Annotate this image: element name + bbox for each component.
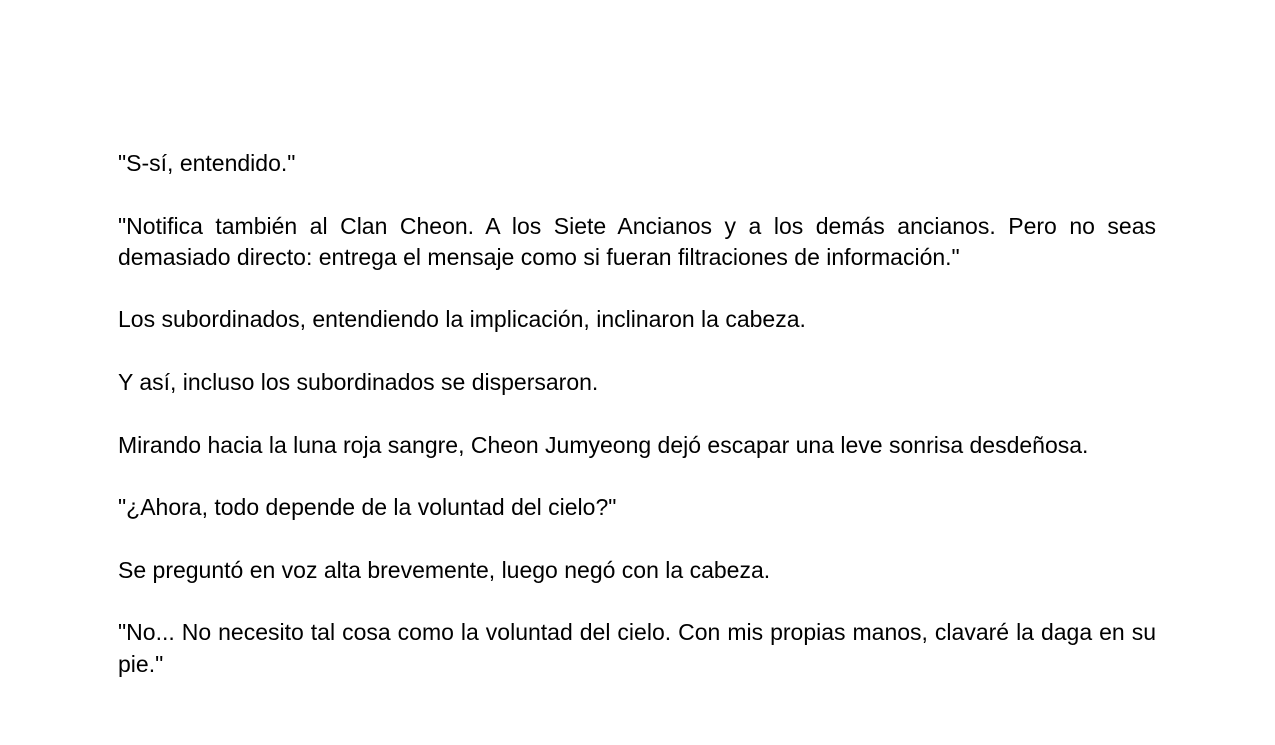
paragraph-7: Se preguntó en voz alta brevemente, luego negó con la cabeza. xyxy=(118,556,771,583)
paragraph-6: "¿Ahora, todo depende de la voluntad del cielo?" xyxy=(118,494,617,521)
document-body xyxy=(118,148,1156,711)
paragraph-8: "No... No necesito tal cosa como la voluntad del cielo. Con mis propias manos, clavaré la daga en su pie." xyxy=(118,619,1156,677)
paragraph-3: Los subordinados, entendiendo la implicación, inclinaron la cabeza. xyxy=(118,306,806,333)
paragraph-1: "S-sí, entendido." xyxy=(118,150,296,176)
paragraph-4: Y así, incluso los subordinados se dispersaron. xyxy=(118,369,599,396)
paragraph-5: Mirando hacia la luna roja sangre, Cheon Jumyeong dejó escapar una leve sonrisa desdeñosa. xyxy=(118,431,1089,458)
paragraph-2: "Notifica también al Clan Cheon. A los Siete Ancianos y a los demás ancianos. Pero no seas demasiado directo: entrega el mensaje como si fueran filtraciones de información." xyxy=(118,212,1156,270)
